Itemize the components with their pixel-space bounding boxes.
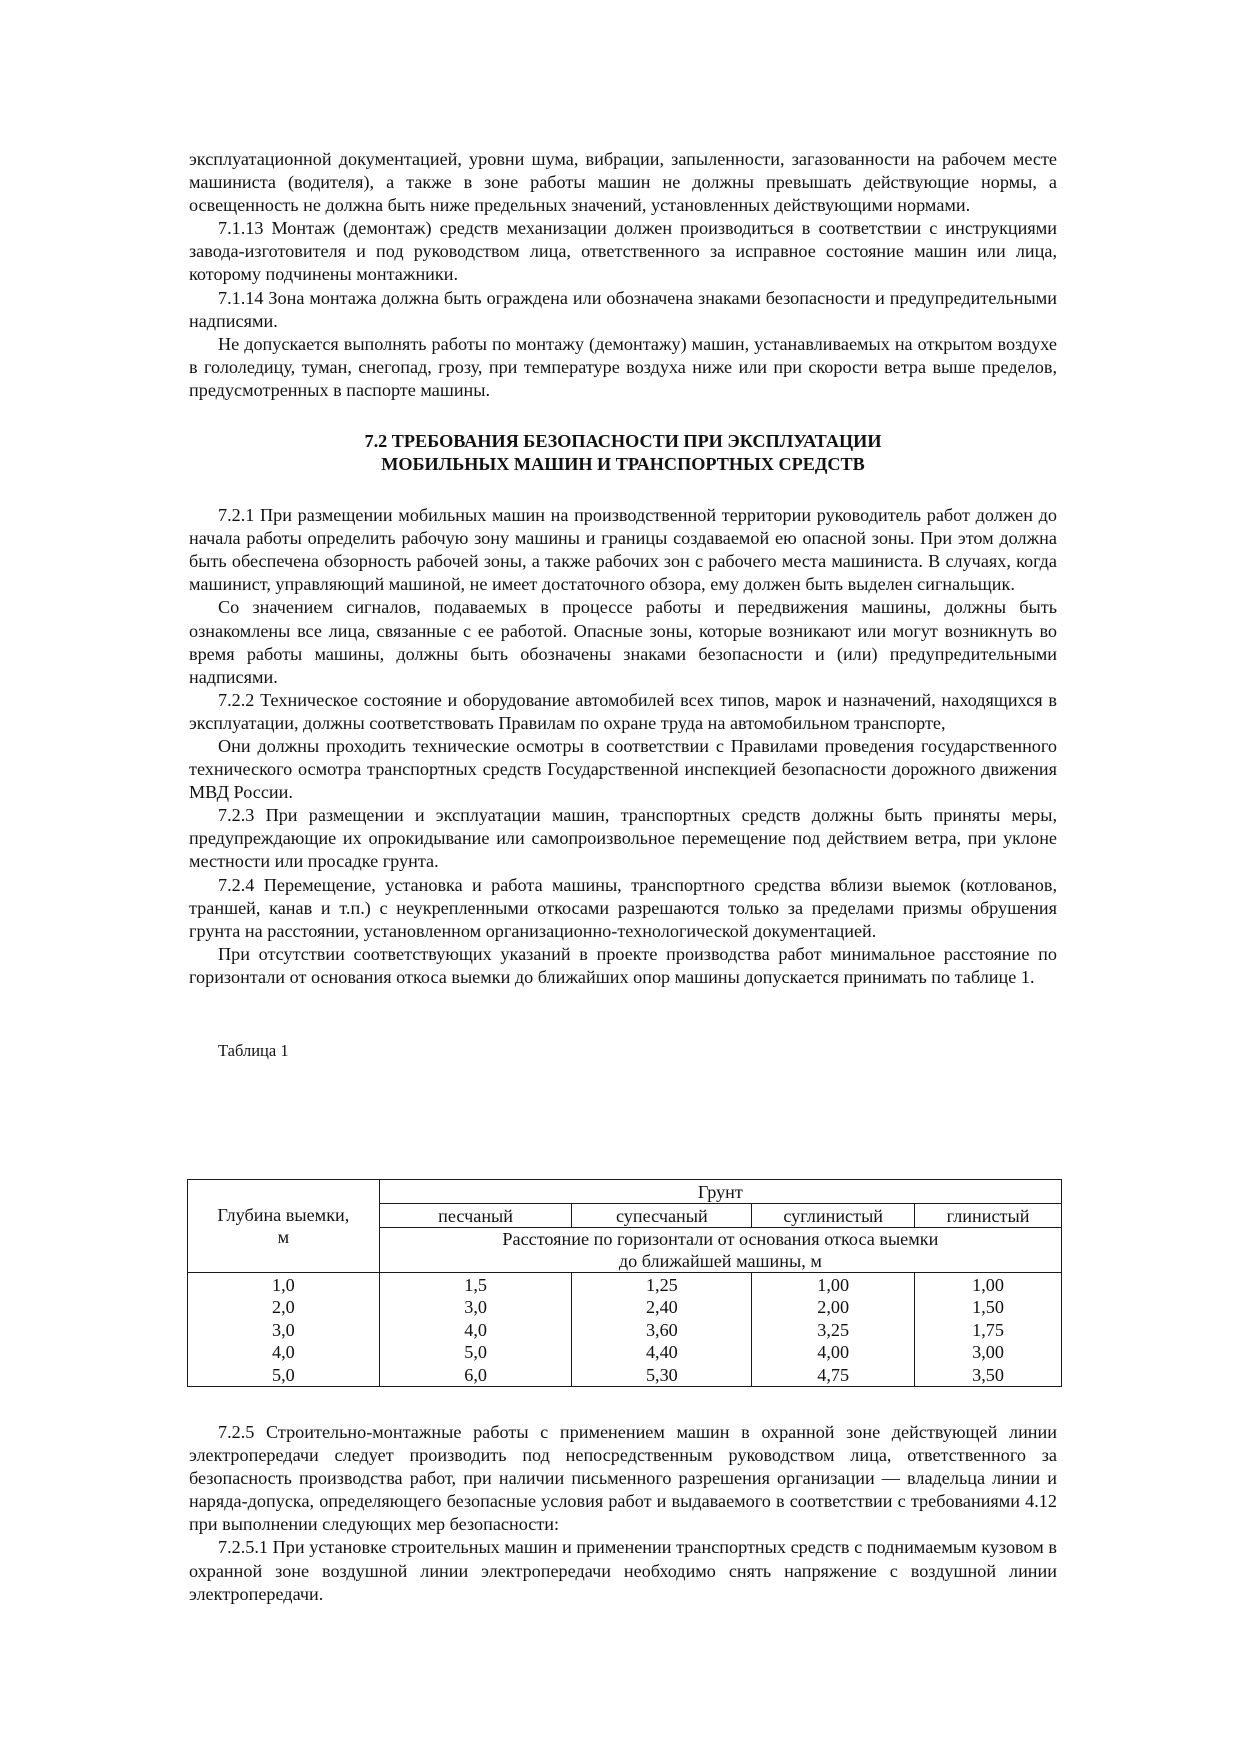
distance-header-line-2: до ближайшей машины, м <box>618 1251 822 1271</box>
depth-values <box>188 1273 380 1387</box>
section-heading-line-2: МОБИЛЬНЫХ МАШИН И ТРАНСПОРТНЫХ СРЕДСТВ <box>381 453 865 474</box>
distance-header-line-1: Расстояние по горизонтали от основания откоса выемки <box>502 1229 939 1249</box>
table-cell: 5,0 <box>464 1342 487 1363</box>
table-cell: 3,0 <box>464 1297 487 1318</box>
loam-values <box>752 1273 915 1387</box>
paragraph-7-2-1: 7.2.1 При размещении мобильных машин на производственной территории руководитель работ должен до начала работы определить рабочую зону машины и границы создаваемой ею опасной зоны. При этом должна быть обеспечена обзорность рабочей зоны, а также рабочих зон с рабочего места машиниста. В случаях, когда машинист, управляющий машиной, не имеет достаточного обзора, ему должен быть выделен сигнальщик. <box>189 505 1057 595</box>
paragraph-continuation: эксплуатационной документацией, уровни шума, вибрации, запыленности, загазованности на рабочем месте машиниста (водителя), а также в зоне работы машин не должны превышать действующие нормы, а освещенность не должна быть ниже предельных значений, установленных действующими нормами. <box>189 149 1057 216</box>
table-cell: 3,50 <box>972 1364 1004 1385</box>
clay-values <box>915 1273 1062 1387</box>
table-cell: 4,40 <box>645 1342 678 1363</box>
table-cell: 2,00 <box>817 1297 850 1318</box>
table-cell: 2,40 <box>645 1297 678 1318</box>
document-page-continued <box>189 1421 1057 1606</box>
paragraph-7-2-5-1: 7.2.5.1 При установке строительных машин и применении транспортных средств с поднимаемым кузовом в охранной зоне воздушной линии электропередачи необходимо снять напряжение с воздушной линии электропередачи. <box>189 1537 1057 1604</box>
depth-header-line-1: Глубина выемки, <box>217 1205 350 1225</box>
table-cell: 5,0 <box>271 1364 295 1385</box>
table-cell: 1,5 <box>464 1275 487 1295</box>
table-cell: 3,0 <box>271 1319 295 1340</box>
depth-column-header <box>188 1180 380 1273</box>
paragraph-signals: Со значением сигналов, подаваемых в процессе работы и передвижения машины, должны быть ознакомлены все лица, связанные с ее работой. Опасные зоны, которые возникают или могут возникнуть во время работы машины, должны быть обозначены знаками безопасности и (или) предупредительными надписями. <box>189 597 1057 687</box>
paragraph-mounting-restrictions: Не допускается выполнять работы по монтажу (демонтажу) машин, устанавливаемых на открытом воздухе в гололедицу, туман, снегопад, грозу, при температуре воздуха ниже или при скорости ветра выше пределов, предусмотренных в паспорте машины. <box>189 333 1057 400</box>
table-cell: 4,0 <box>271 1342 295 1363</box>
paragraph-inspections: Они должны проходить технические осмотры в соответствии с Правилами проведения государственного технического осмотра транспортных средств Государственной инспекцией безопасности дорожного движения МВД России. <box>189 735 1057 803</box>
sandy-loam-values <box>572 1273 752 1387</box>
table-cell: 4,00 <box>817 1342 850 1363</box>
soil-type-clay: глинистый <box>915 1204 1062 1228</box>
paragraph-7-2-5: 7.2.5 Строительно-монтажные работы с применением машин в охранной зоне действующей линии электропередачи следует производить под непосредственным руководством лица, ответственного за безопасность производства работ, при наличии письменного разрешения организации — владельца линии и наряда-допуска, определяющего безопасные условия работ и выдаваемого в соответствии с требованиями 4.12 при выполнении следующих мер безопасности: <box>189 1422 1057 1535</box>
paragraph-7-2-2: 7.2.2 Техническое состояние и оборудование автомобилей всех типов, марок и назначений, находящихся в эксплуатации, должны соответствовать Правилам по охране труда на автомобильном транспорте, <box>189 689 1057 733</box>
table-cell: 1,00 <box>972 1275 1004 1295</box>
table-cell: 1,0 <box>271 1275 295 1295</box>
table-cell: 3,25 <box>817 1319 850 1340</box>
table-cell: 1,75 <box>972 1319 1004 1340</box>
soil-type-sandy: песчаный <box>379 1204 572 1228</box>
table-cell: 1,50 <box>972 1297 1004 1318</box>
table-caption: Таблица 1 <box>218 1041 289 1060</box>
soil-header: Грунт <box>379 1180 1061 1204</box>
table-cell: 2,0 <box>271 1297 295 1318</box>
table-data-row <box>188 1273 1062 1387</box>
depth-header-line-2: м <box>277 1227 290 1247</box>
table-cell: 4,0 <box>464 1319 487 1340</box>
paragraph-7-1-13: 7.1.13 Монтаж (демонтаж) средств механизации должен производиться в соответствии с инструкциями завода-изготовителя и под руководством лица, ответственного за исправное состояние машин или лица, которому подчинены монтажники. <box>189 218 1057 285</box>
section-heading-line-1: 7.2 ТРЕБОВАНИЯ БЕЗОПАСНОСТИ ПРИ ЭКСПЛУАТАЦИИ <box>364 431 882 452</box>
sandy-values <box>379 1273 572 1387</box>
paragraph-7-1-14: 7.1.14 Зона монтажа должна быть ограждена или обозначена знаками безопасности и предупредительными надписями. <box>189 287 1057 331</box>
section-heading-7-2 <box>189 430 1057 475</box>
table-cell: 3,60 <box>645 1319 678 1340</box>
table-cell: 6,0 <box>464 1364 487 1385</box>
table-cell: 3,00 <box>972 1342 1004 1363</box>
soil-type-sandy-loam: супесчаный <box>572 1204 752 1228</box>
paragraph-7-2-4: 7.2.4 Перемещение, установка и работа машины, транспортного средства вблизи выемок (котлованов, траншей, канав и т.п.) с неукрепленными откосами разрешаются только за пределами призмы обрушения грунта на расстоянии, установленном организационно-технологической документацией. <box>189 874 1057 941</box>
table-cell: 5,30 <box>645 1364 678 1385</box>
document-page <box>189 148 1057 1061</box>
table-cell: 4,75 <box>817 1364 850 1385</box>
distance-table <box>187 1179 1062 1387</box>
soil-type-loam: суглинистый <box>752 1204 915 1228</box>
paragraph-table-reference: При отсутствии соответствующих указаний в проекте производства работ минимальное расстояние по горизонтали от основания откоса выемки до ближайших опор машины допускается принимать по таблице 1. <box>189 943 1057 987</box>
distance-header <box>379 1228 1061 1273</box>
table-cell: 1,00 <box>817 1275 850 1295</box>
table-cell: 1,25 <box>645 1275 678 1295</box>
paragraph-7-2-3: 7.2.3 При размещении и эксплуатации машин, транспортных средств должны быть приняты меры, предупреждающие их опрокидывание или самопроизвольное перемещение под действием ветра, при уклоне местности или просадке грунта. <box>189 805 1057 872</box>
